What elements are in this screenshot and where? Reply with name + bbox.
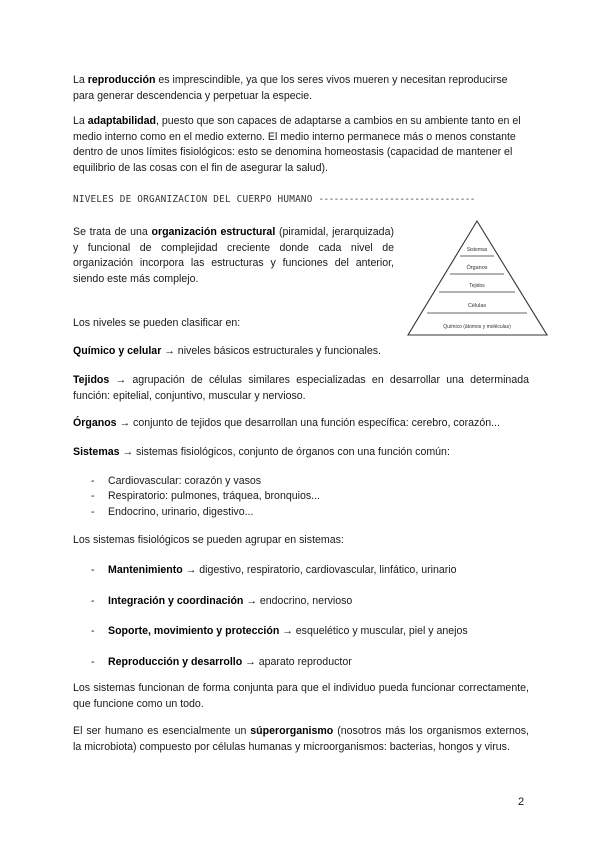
text: → conjunto de tejidos que desarrollan una función específica: cerebro, corazón...	[116, 417, 500, 429]
paragraph-superorganismo	[73, 724, 529, 755]
level-tejidos	[73, 373, 529, 404]
list-item	[91, 563, 521, 578]
text: → sistemas fisiológicos, conjunto de órganos con una función común:	[119, 446, 450, 458]
bold-term: Reproducción y desarrollo	[108, 655, 243, 668]
text: El ser humano es esencialmente un	[73, 725, 251, 737]
text: La	[73, 115, 88, 127]
system-groups-list	[91, 563, 521, 685]
page-number: 2	[518, 796, 525, 808]
level-quimico-celular	[73, 344, 529, 360]
text: (piramidal, jerarquizada) y funcional de complejidad creciente donde cada nivel de organización incorpora las estructuras y funciones del anterior, siendo este más complejo.	[73, 226, 394, 285]
section-heading-text: NIVELES DE ORGANIZACIÓN DEL CUERPO HUMANO	[73, 194, 313, 205]
list-item	[91, 624, 521, 639]
level-sistemas	[73, 445, 529, 461]
level-organos	[73, 416, 529, 432]
heading-rule: -------------------------------	[318, 194, 475, 205]
pyramid-level-label: Células	[467, 303, 487, 309]
list-item	[91, 655, 521, 670]
bold-term: Tejidos	[73, 374, 110, 386]
paragraph-clasificar: Los niveles se pueden clasificar en:	[73, 317, 241, 329]
bold-term: Sistemas	[73, 446, 120, 458]
text: → niveles básicos estructurales y funcionales.	[161, 345, 381, 357]
text: → digestivo, respiratorio, cardiovascular, linfático, urinario	[182, 564, 457, 576]
pyramid-level-label: Órganos	[466, 265, 488, 271]
bold-term: Órganos	[73, 417, 117, 429]
text: , puesto que son capaces de adaptarse a cambios en su ambiente tanto en el medio interno como en el medio externo. El medio interno permanece más o menos constante dentro de unos límites fisiológicos: esto se denomina homeostasis (capacidad de mantener el equilibrio de las cosas con el fin de asegurar la salud).	[73, 115, 521, 174]
paragraph-organizacion	[73, 225, 394, 287]
pyramid-level-label: Químico (átomos y moléculas)	[443, 324, 511, 330]
bold-term: adaptabilidad	[87, 115, 157, 127]
list-item: - Respiratorio: pulmones, tráquea, bronquios...	[91, 489, 511, 504]
list-item: - Endocrino, urinario, digestivo...	[91, 505, 511, 520]
pyramid-level-label: Tejidos	[469, 283, 485, 289]
text: → aparato reproductor	[242, 655, 352, 668]
text: → esquelético y muscular, piel y anejos	[279, 625, 468, 638]
text: La	[73, 74, 88, 86]
bold-term: Químico y celular	[73, 345, 162, 357]
paragraph-agrupar: Los sistemas fisiológicos se pueden agrupar en sistemas:	[73, 534, 344, 546]
text: (nosotros más los organismos externos, la microbiota) compuesto por células humanas y microorganismos: bacterias, hongos y virus.	[73, 725, 529, 753]
text: → endocrino, nervioso	[243, 594, 353, 607]
bold-term: súperorganismo	[250, 725, 334, 737]
paragraph-conjunta: Los sistemas funcionan de forma conjunta para que el individuo pueda funcionar correctamente, que funcione como un todo.	[73, 682, 529, 710]
paragraph-adaptabilidad	[73, 114, 529, 176]
section-heading	[73, 194, 529, 205]
text: → agrupación de células similares especializadas en desarrollar una determinada función: epitelial, conjuntivo, muscular y nervioso.	[73, 374, 529, 402]
bold-term: reproducción	[87, 74, 156, 86]
text: Se trata de una	[73, 226, 152, 238]
text: es imprescindible, ya que los seres vivos mueren y necesitan reproducirse para generar descendencia y perpetuar la especie.	[73, 74, 508, 102]
bold-term: Mantenimiento	[108, 564, 183, 576]
paragraph-reproduccion	[73, 73, 529, 104]
bold-term: Soporte, movimiento y protección	[108, 625, 280, 638]
list-item	[91, 594, 521, 609]
bold-term: organización estructural	[151, 226, 276, 238]
system-examples-list	[91, 474, 511, 520]
bold-term: Integración y coordinación	[108, 594, 244, 607]
list-item: - Cardiovascular: corazón y vasos	[91, 474, 511, 489]
pyramid-level-label: Sistemas	[466, 247, 488, 253]
